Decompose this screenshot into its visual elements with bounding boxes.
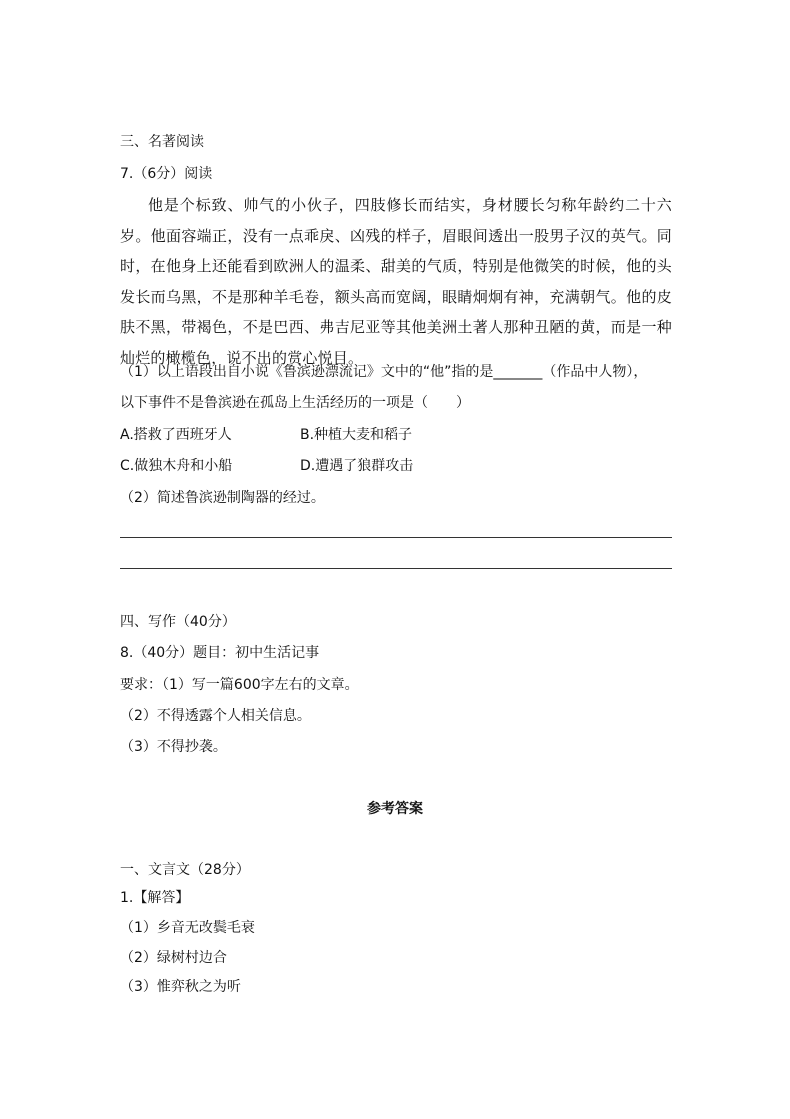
answer-item-1: （1）乡音无改鬓毛衰 [120,920,255,936]
sub-question-1-line1: （1）以上语段出自小说《鲁滨逊漂流记》文中的“他”指的是_______（作品中人物）， [120,364,648,380]
sub-question-1-line2: 以下事件不是鲁滨逊在孤岛上生活经历的一项是（ ） [120,395,470,411]
question7-title: 7.（6分）阅读 [120,166,213,182]
option-a: A.搭救了西班牙人 [120,427,232,443]
answer-item-3: （3）惟弈秋之为听 [120,979,241,995]
question8: 8.（40分）题目：初中生活记事 [120,645,320,661]
answers-section1-heading: 一、文言文（28分） [120,862,250,878]
answer-q1-label: 1.【解答】 [120,890,190,906]
section4-heading: 四、写作（40分） [120,614,236,630]
answer-item-2: （2）绿树村边合 [120,950,227,966]
requirement-3: （3）不得抄袭。 [120,739,227,755]
requirement-2: （2）不得透露个人相关信息。 [120,708,311,724]
answers-title: 参考答案 [367,801,423,817]
option-c: C.做独木舟和小船 [120,458,233,474]
option-b: B.种植大麦和稻子 [300,427,413,443]
option-d: D.遭遇了狼群攻击 [300,458,414,474]
section3-heading: 三、名著阅读 [120,134,204,150]
reading-passage: 他是个标致、帅气的小伙子，四肢修长而结实，身材腰长匀称年龄约二十六岁。他面容端正，没有一点乖戾、凶残的样子，眉眼间透出一股男子汉的英气。同时，在他身上还能看到欧洲人的温柔、甜美的气质，特别是他微笑的时候，他的头发长而乌黑，不是那种羊毛卷，额头高而宽阔，眼睛炯炯有神，充满朝气。他的皮肤不黑，带褐色，不是巴西、弗吉尼亚等其他美洲土著人那种丑陋的黄，而是一种灿烂的橄榄色，说不出的赏心悦目。 [120,196,672,367]
answer-line-2 [120,568,672,569]
sub-question-2: （2）简述鲁滨逊制陶器的经过。 [120,490,325,506]
requirement-1: 要求：（1）写一篇600字左右的文章。 [120,677,359,693]
answer-line-1 [120,537,672,538]
